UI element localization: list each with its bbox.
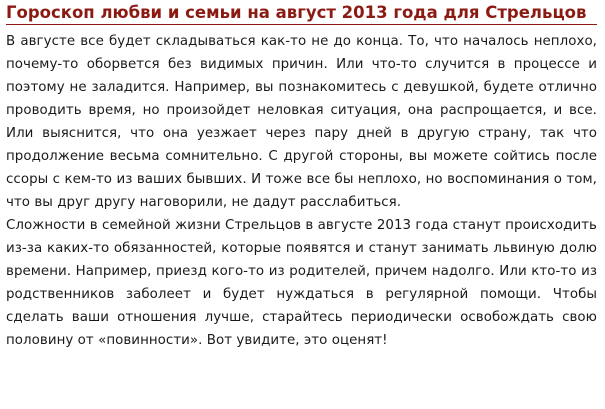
article-paragraph-family: Сложности в семейной жизни Стрельцов в августе 2013 года станут происходить из-за каких-то обязанностей, которые появятся и станут занимать львиную долю времени. Например, приезд кого-то из родителей, причем надолго. Или кто-то из родственников заболеет и будет нуждаться в регулярной помощи. Чтобы сделать ваши отношения лучше, старайтесь периодически освобождать свою половину от «повинности». Вот увидите, это оценят! <box>6 218 597 348</box>
article-title: Гороскоп любви и семьи на август 2013 года для Стрельцов <box>6 2 597 25</box>
article-paragraph-love: В августе все будет складываться как-то не до конца. То, что началось неплохо, почему-то оборвется без видимых причин. Или что-то случится в процессе и поэтому не заладится. Например, вы познакомитесь с девушкой, будете отлично проводить время, но произойдет неловкая ситуация, она распрощается, и все. Или выяснится, что она уезжает через пару дней в другую страну, так что продолжение весьма сомнительно. С другой стороны, вы можете сойтись после ссоры с кем-то из ваших бывших. И тоже все бы неплохо, но воспоминания о том, что вы друг другу наговорили, не дадут расслабиться. <box>6 34 597 210</box>
